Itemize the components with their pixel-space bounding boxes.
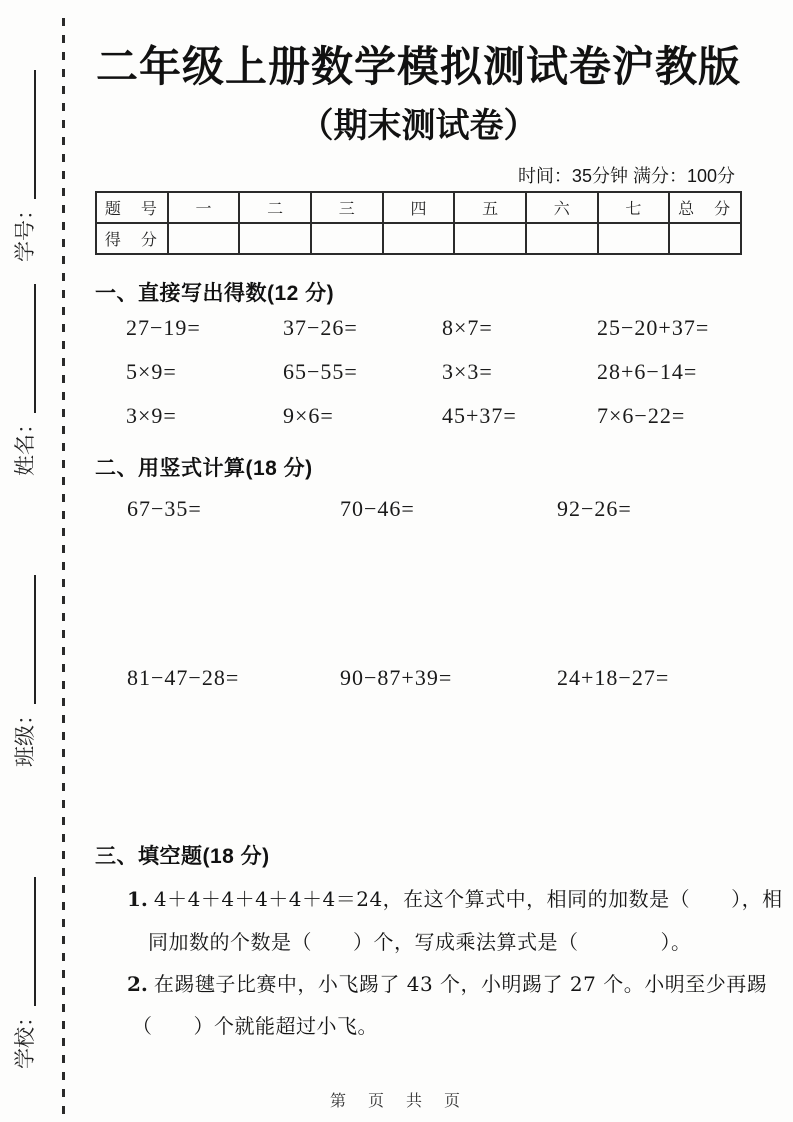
score-cell-empty [526, 223, 598, 254]
score-table-header-row [96, 192, 741, 223]
problem: 3×9= [126, 403, 177, 428]
problem: 37−26= [283, 315, 358, 340]
question-1-line-2 [148, 926, 692, 955]
section1-problems [126, 315, 742, 428]
name-label: 姓名： [13, 413, 37, 476]
problem: 70−46= [340, 496, 415, 521]
problem: 9×6= [283, 403, 334, 428]
school-field [13, 877, 39, 1069]
problem: 8×7= [442, 315, 493, 340]
score-row-label: 得 分 [96, 223, 168, 254]
score-table [95, 191, 742, 255]
class-blank-line [34, 575, 36, 704]
section3-heading: 三、填空题(18 分) [95, 845, 270, 868]
problem: 67−35= [127, 496, 202, 521]
score-table-header-cell: 题 号 [96, 192, 168, 223]
question-number: 2. [127, 972, 148, 996]
student-id-label: 学号： [13, 199, 37, 262]
section1-heading: 一、直接写出得数(12 分) [95, 282, 335, 305]
student-id-blank-line [34, 70, 36, 199]
score-table-header-cell: 三 [311, 192, 383, 223]
problem: 24+18−27= [557, 665, 670, 690]
question-2-line-1 [127, 968, 767, 997]
section2-heading: 二、用竖式计算(18 分) [95, 457, 313, 480]
score-cell-empty [311, 223, 383, 254]
score-cell-empty [454, 223, 526, 254]
class-label: 班级： [13, 704, 37, 767]
problem: 7×6−22= [597, 403, 686, 428]
score-cell-empty [383, 223, 455, 254]
score-cell-empty [598, 223, 670, 254]
problem: 81−47−28= [127, 665, 240, 690]
problem: 27−19= [126, 315, 201, 340]
score-cell-empty [239, 223, 311, 254]
score-table-header-cell: 总 分 [669, 192, 741, 223]
problem: 25−20+37= [597, 315, 710, 340]
page-footer: 第 页 共 页 [329, 1093, 463, 1110]
section2-row1 [127, 496, 767, 522]
problem: 65−55= [283, 359, 358, 384]
problem: 45+37= [442, 403, 517, 428]
score-table-header-cell: 五 [454, 192, 526, 223]
section2-row2 [127, 665, 767, 691]
score-table-header-cell: 七 [598, 192, 670, 223]
class-field [13, 575, 39, 767]
name-field [13, 284, 39, 476]
question-2-line-2 [132, 1010, 378, 1039]
time-and-score-info: 时间：35分钟 满分：100分 [517, 166, 735, 186]
page-title: 二年级上册数学模拟测试卷沪教版 [95, 43, 741, 90]
score-table-header-cell: 六 [526, 192, 598, 223]
score-cell-empty [168, 223, 240, 254]
school-blank-line [34, 877, 36, 1006]
problem: 90−87+39= [340, 665, 453, 690]
question-text: （ ）个就能超过小飞。 [132, 1014, 378, 1038]
question-text: 在踢毽子比赛中，小飞踢了 43 个，小明踢了 27 个。小明至少再踢 [153, 972, 768, 996]
page-subtitle: （期末测试卷） [299, 107, 538, 145]
problem: 28+6−14= [597, 359, 698, 384]
score-cell-empty [669, 223, 741, 254]
score-table-header-cell: 一 [168, 192, 240, 223]
student-id-field [13, 70, 39, 262]
question-number: 1. [127, 887, 148, 911]
score-table-header-cell: 二 [239, 192, 311, 223]
problem: 92−26= [557, 496, 632, 521]
problem: 3×3= [442, 359, 493, 384]
question-text: 同加数的个数是（ ）个，写成乘法算式是（ ）。 [148, 930, 692, 954]
question-text: 4＋4＋4＋4＋4＋4＝24，在这个算式中，相同的加数是（ ），相 [153, 887, 783, 911]
name-blank-line [34, 284, 36, 413]
school-label: 学校： [13, 1006, 37, 1069]
question-1-line-1 [127, 883, 783, 912]
score-table-header-cell: 四 [383, 192, 455, 223]
dashed-cut-line [62, 18, 65, 1122]
score-table-score-row [96, 223, 741, 254]
problem: 5×9= [126, 359, 177, 384]
